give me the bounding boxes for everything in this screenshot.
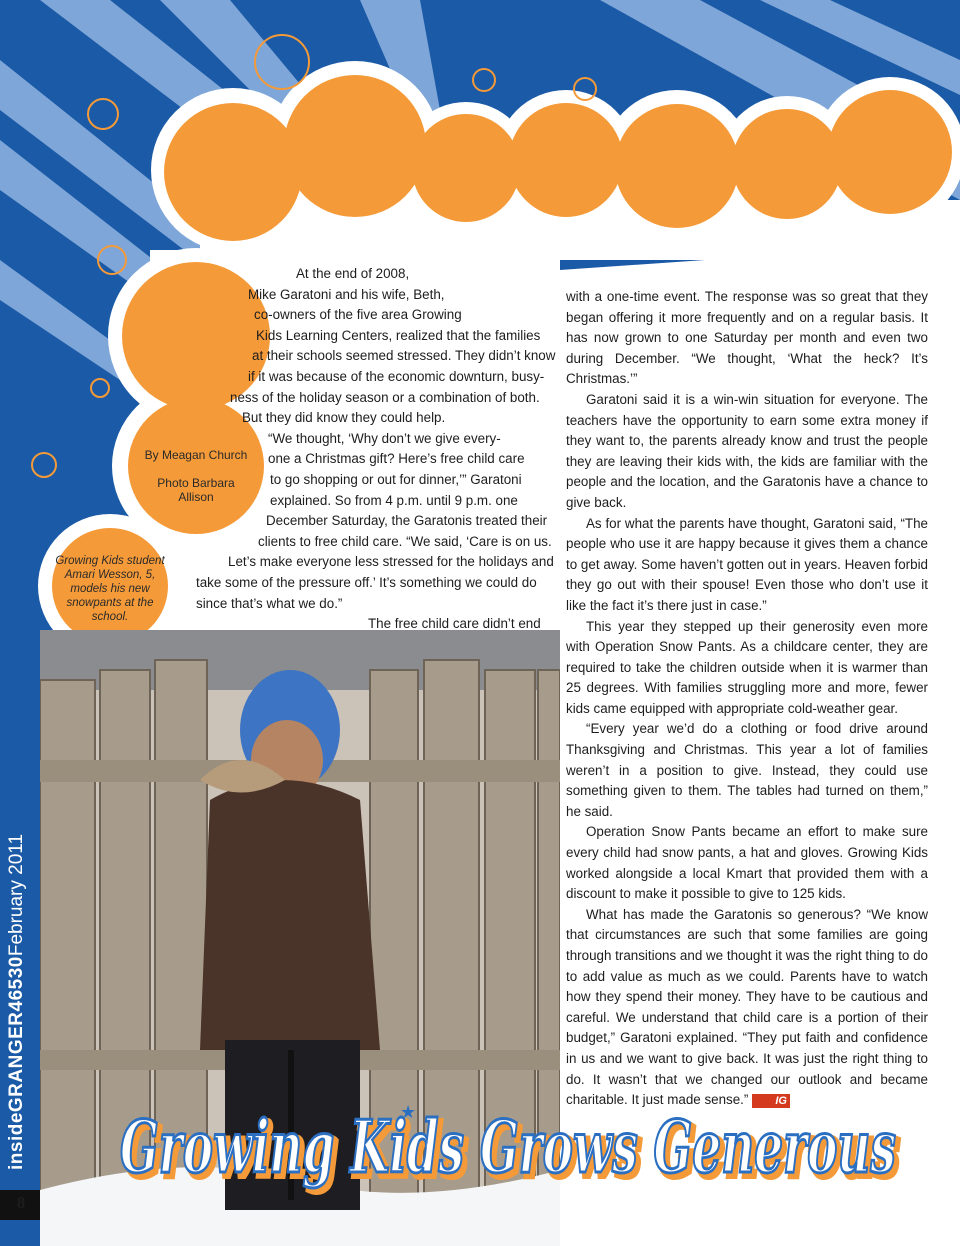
column-1-line: Kids Learning Centers, realized that the families bbox=[256, 327, 541, 343]
article-column-1 bbox=[180, 264, 556, 635]
magazine-masthead bbox=[6, 834, 28, 1170]
column-1-line: to go shopping or out for dinner,’” Garatoni bbox=[270, 471, 522, 487]
article-column-2 bbox=[566, 287, 928, 1111]
column-1-line: clients to free child care. “We said, ‘Care is on us. bbox=[258, 533, 552, 549]
title-text: Growing Kids Grows Generous bbox=[120, 1104, 896, 1189]
column-1-line: Mike Garatoni and his wife, Beth, bbox=[248, 286, 445, 302]
page-number: 8 bbox=[16, 1193, 26, 1212]
column-2-paragraph: “Every year we’d do a clothing or food drive around Thanksgiving and Christmas. This year a lot of families weren’t in a position to give. Instead, they could use something given to them. The tables had turned on them,” he said. bbox=[566, 721, 928, 819]
column-2-paragraph: What has made the Garatonis so generous? “We know that circumstances are such that some families are going through transitions and we thought it was the right thing to do to add value as much as we could. Parents have to watch how they spend their money. They have to be cautious and careful. We understand that child care is a portion of their budget,” Garatoni explained. “They put faith and confidence in us and we want to give back. It was just the right thing to do. It wasn’t that we changed our outlook and became charitable. It just made sense.” IG bbox=[566, 906, 928, 1108]
column-1-line: But they did know they could help. bbox=[242, 410, 446, 426]
column-1-line: co-owners of the five area Growing bbox=[254, 307, 462, 323]
photo-credit: Photo Barbara Allison bbox=[157, 476, 235, 504]
star-icon: ★ bbox=[400, 1102, 417, 1122]
column-2-paragraph: with a one-time event. The response was so great that they began offering it more frequently and on a regular basis. It has now grown to one Saturday per month and even two during December. “We thought, ‘What the heck? It’s Christmas.’” bbox=[566, 289, 928, 387]
column-1-line: Let’s make everyone less stressed for the holidays and bbox=[228, 554, 554, 570]
column-1-line: At the end of 2008, bbox=[296, 266, 410, 281]
column-1-line: December Saturday, the Garatonis treated their bbox=[266, 513, 548, 529]
author-credit: By Meagan Church bbox=[144, 448, 248, 462]
column-1-line: if it was because of the economic downturn, busy- bbox=[248, 368, 545, 384]
article-title bbox=[110, 1088, 930, 1208]
magazine-name: insideGRANGER46530 bbox=[6, 956, 27, 1170]
end-mark-logo: IG bbox=[752, 1094, 790, 1108]
column-1-line: explained. So from 4 p.m. until 9 p.m. one bbox=[270, 492, 518, 508]
column-1-line: “We thought, ‘Why don’t we give every- bbox=[268, 430, 501, 446]
photo-caption: Growing Kids student Amari Wesson, 5, models his new snowpants at the school. bbox=[55, 555, 165, 623]
column-1-line: take some of the pressure off.’ It’s something we could do bbox=[196, 574, 537, 590]
column-1-line: at their schools seemed stressed. They didn’t know bbox=[252, 348, 556, 364]
column-1-line: since that’s what we do.” bbox=[196, 595, 343, 611]
column-2-paragraph: As for what the parents have thought, Garatoni said, “The people who use it are happy because it gives them a chance to get away. Some haven’t gotten out in years. Heaven forbid they go out with their spouse! Even those who don’t use it like the fact it’s there just in case.” bbox=[566, 515, 928, 613]
column-1-line: ness of the holiday season or a combination of both. bbox=[230, 389, 540, 405]
column-2-paragraph: Garatoni said it is a win-win situation for everyone. The teachers have the opportunity to earn some extra money if they want to, the parents already know and trust the people they are leaving their kids with, the kids are familiar with the people and the location, and the Garatonis have a chance to give back. bbox=[566, 391, 928, 510]
column-1-line: The free child care didn’t end bbox=[368, 616, 541, 632]
column-2-paragraph: This year they stepped up their generosity even more with Operation Snow Pants. As a childcare center, they are required to take the children outside when it is warmer than 25 degrees. With families struggling more and more, fewer kids came equipped with appropriate cold-weather gear. bbox=[566, 618, 928, 716]
column-1-line: one a Christmas gift? Here’s free child care bbox=[268, 451, 525, 467]
issue-date: February 2011 bbox=[6, 833, 27, 957]
column-2-paragraph: Operation Snow Pants became an effort to make sure every child had snow pants, a hat and gloves. Growing Kids worked alongside a local Kmart that provided them with a discount to make it possible to give to 125 kids. bbox=[566, 824, 928, 902]
title-shadow: Growing Kids Grows Generous bbox=[124, 1108, 900, 1193]
